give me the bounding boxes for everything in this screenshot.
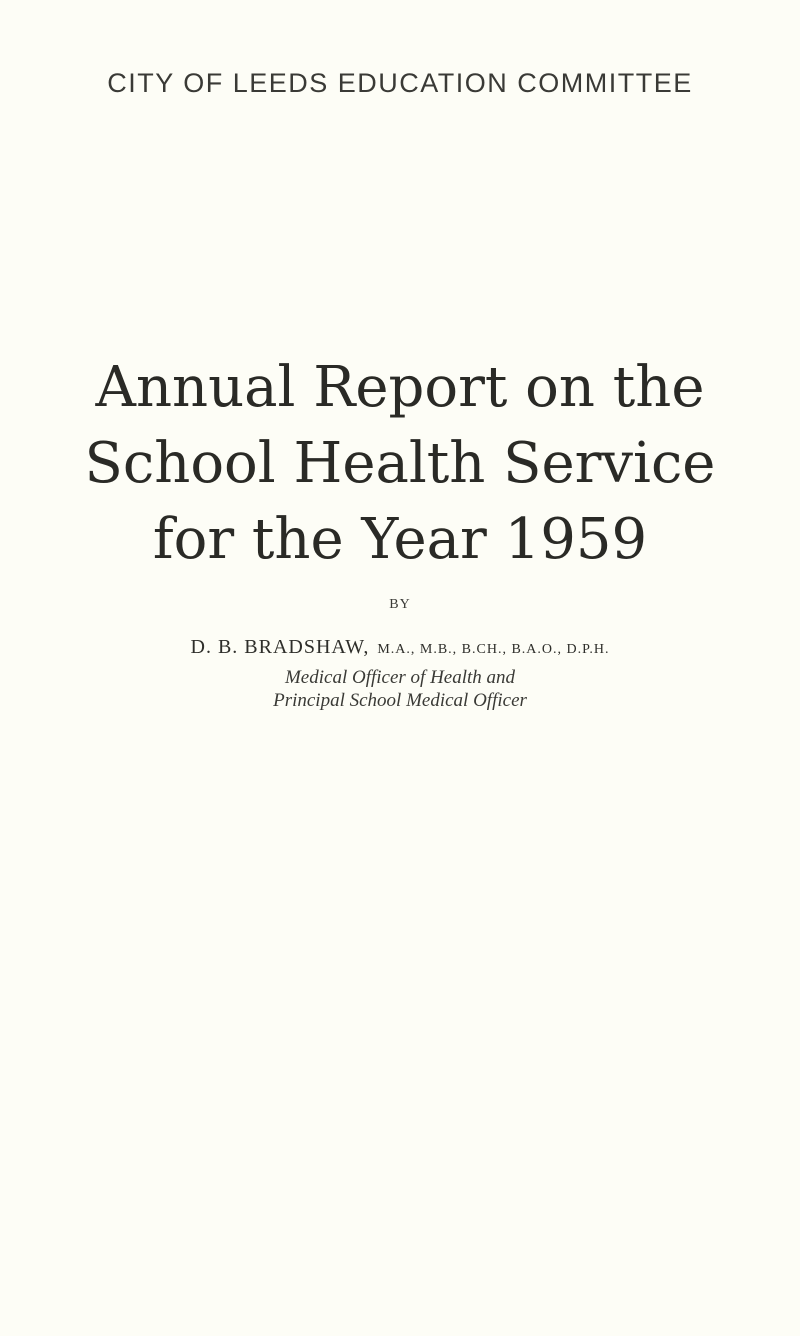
author-role-line-2: Principal School Medical Officer xyxy=(273,690,527,711)
title-line-2: School Health Service xyxy=(84,431,716,496)
title-line-1: Annual Report on the xyxy=(95,355,705,420)
author-line xyxy=(0,636,800,659)
by-label: BY xyxy=(389,597,411,612)
author-role-line-1: Medical Officer of Health and xyxy=(284,667,516,688)
title-line-3: for the Year 1959 xyxy=(152,507,648,572)
author-name: D. B. BRADSHAW, xyxy=(190,636,370,658)
committee-heading: CITY OF LEEDS EDUCATION COMMITTEE xyxy=(107,68,693,98)
report-title xyxy=(0,350,800,578)
author-degrees: M.A., M.B., B.CH., B.A.O., D.P.H. xyxy=(377,642,610,657)
